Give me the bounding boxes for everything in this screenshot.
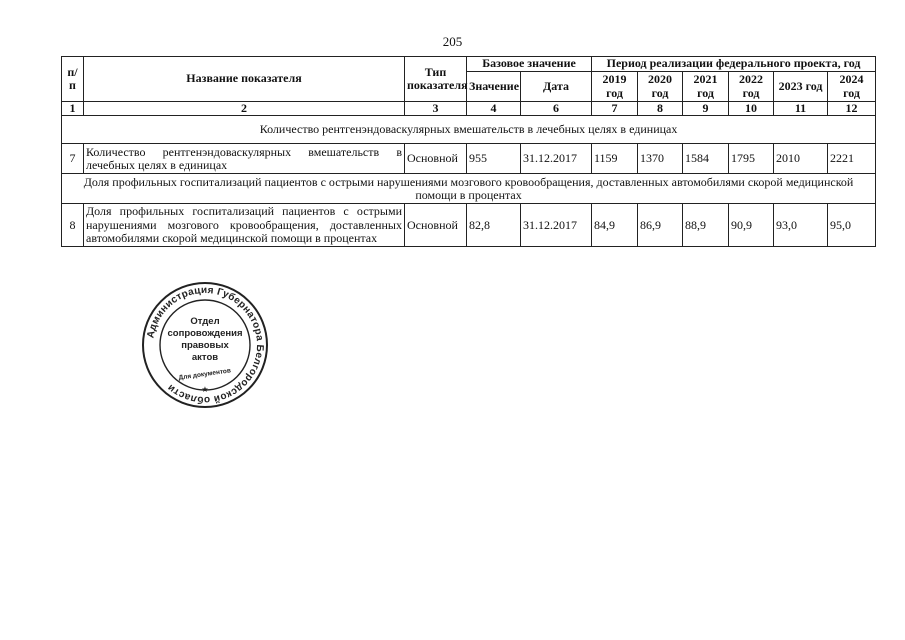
row-value: 82,8: [467, 204, 521, 247]
row-value: 955: [467, 144, 521, 174]
row-year-value: 84,9: [592, 204, 638, 247]
header-year-2024: 2024 год: [828, 72, 876, 102]
stamp-line: актов: [191, 352, 219, 363]
column-number: 8: [638, 102, 683, 116]
row-year-value: 88,9: [683, 204, 729, 247]
column-number: 6: [521, 102, 592, 116]
stamp-bottom-text: Для документов: [178, 367, 232, 382]
header-period: Период реализации федерального проекта, год: [592, 57, 876, 72]
header-year-2023: 2023 год: [774, 72, 828, 102]
row-type: Основной: [405, 144, 467, 174]
stamp-line: правовых: [181, 340, 229, 351]
row-year-value: 93,0: [774, 204, 828, 247]
row-num: 7: [62, 144, 84, 174]
row-name: Доля профильных госпитализаций пациентов с острыми нарушениями мозгового кровообращения, доставленных автомобилями скорой медицинской помощи в процентах: [84, 204, 405, 247]
column-number: 4: [467, 102, 521, 116]
row-date: 31.12.2017: [521, 144, 592, 174]
row-year-value: 1370: [638, 144, 683, 174]
header-base: Базовое значение: [467, 57, 592, 72]
stamp-line: сопровождения: [167, 328, 243, 339]
column-number: 11: [774, 102, 828, 116]
row-year-value: 86,9: [638, 204, 683, 247]
row-year-value: 1584: [683, 144, 729, 174]
column-number: 1: [62, 102, 84, 116]
column-number: 2: [84, 102, 405, 116]
official-stamp: [140, 280, 270, 410]
column-number-row: [62, 102, 876, 116]
header-base-date: Дата: [521, 72, 592, 102]
header-year-2022: 2022 год: [729, 72, 774, 102]
row-type: Основной: [405, 204, 467, 247]
row-year-value: 1795: [729, 144, 774, 174]
header-type: Тип показателя: [405, 57, 467, 102]
row-year-value: 2221: [828, 144, 876, 174]
stamp-line: Отдел: [190, 316, 220, 327]
star-icon: ★: [201, 385, 209, 394]
header-base-value: Значение: [467, 72, 521, 102]
header-year-2020: 2020 год: [638, 72, 683, 102]
column-number: 7: [592, 102, 638, 116]
column-number: 10: [729, 102, 774, 116]
row-year-value: 2010: [774, 144, 828, 174]
page-number: 205: [442, 34, 463, 49]
header-year-2021: 2021 год: [683, 72, 729, 102]
column-number: 12: [828, 102, 876, 116]
stamp-ring-text: Администрация Губернатора Белгородской области: [145, 284, 266, 406]
section-title: Количество рентгенэндоваскулярных вмешательств в лечебных целях в единицах: [62, 116, 876, 144]
row-date: 31.12.2017: [521, 204, 592, 247]
header-year-2019: 2019 год: [592, 72, 638, 102]
table-row: [62, 144, 876, 174]
header-name: Название показателя: [84, 57, 405, 102]
row-year-value: 1159: [592, 144, 638, 174]
row-name: Количество рентгенэндоваскулярных вмешательств в лечебных целях в единицах: [84, 144, 405, 174]
column-number: 3: [405, 102, 467, 116]
row-year-value: 95,0: [828, 204, 876, 247]
header-num: п/п: [62, 57, 84, 102]
row-year-value: 90,9: [729, 204, 774, 247]
section-title: Доля профильных госпитализаций пациентов с острыми нарушениями мозгового кровообращения, доставленных автомобилями скорой медицинской помощи в процентах: [62, 174, 876, 204]
row-num: 8: [62, 204, 84, 247]
column-number: 9: [683, 102, 729, 116]
indicators-table: [61, 56, 876, 247]
table-row: [62, 204, 876, 247]
